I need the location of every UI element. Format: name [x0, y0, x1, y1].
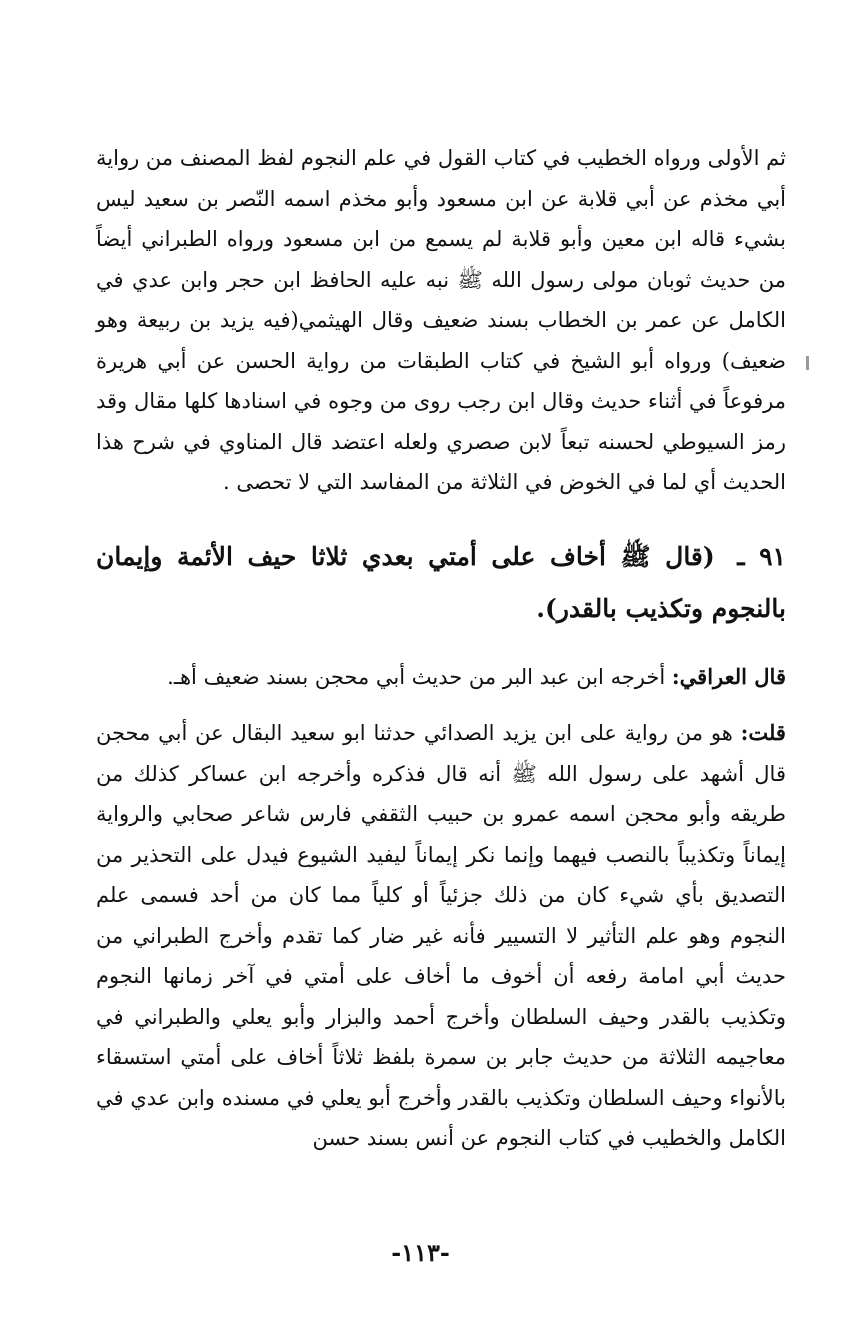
hadith-text: (قال ﷺ أخاف على أمتي بعدي ثلاثا حيف الأئمة وإيمان بالنجوم وتكذيب بالقدر). [96, 541, 786, 623]
scan-mark [806, 356, 809, 370]
qult-text: هو من رواية على ابن يزيد الصدائي حدثنا ابو سعيد البقال عن أبي محجن قال أشهد على رسول الله ﷺ أنه قال فذكره وأخرجه ابن عساكر كذلك من طريقه وأبو محجن اسمه عمرو بن حبيب الثقفي فارس شاعر صحابي والرواية إيماناً وتكذيباً بالنصب فيهما وإنما نكر إيماناً ليفيد الشيوع فيدل على التحذير من التصديق بأي شيء كان من ذلك جزئياً أو كلياً مما كان من أحد فسمى علم النجوم وهو علم التأثير لا التسيير فأنه غير ضار كما تقدم وأخرج الطبراني من حديث أبي امامة رفعه أن أخوف ما أخاف على أمتي في آخر زمانها النجوم وتكذيب بالقدر وحيف السلطان وأخرج أحمد والبزار وأبو يعلي والطبراني في معاجيمه الثلاثة من حديث جابر بن سمرة بلفظ ثلاثاً أخاف على أمتي استسقاء بالأنواء وحيف السلطان وتكذيب بالقدر وأخرج أبو يعلي في مسنده وابن عدي في الكامل والخطيب في كتاب النجوم عن أنس بسند حسن [96, 721, 786, 1150]
page-number: -١١٣- [391, 1238, 450, 1267]
hadith-number: ٩١ ـ [737, 541, 786, 571]
iraqi-text: أخرجه ابن عبد البر من حديث أبي محجن بسند ضعيف أهـ. [167, 664, 666, 689]
qult-label: قلت: [740, 720, 786, 745]
paragraph-commentary: ثم الأولى ورواه الخطيب في كتاب القول في علم النجوم لفظ المصنف من رواية أبي مخذم عن أبي قلابة عن ابن مسعود وأبو مخذم اسمه النّصر بن سعيد ليس بشيء قاله ابن معين وأبو قلابة لم يسمع من ابن مسعود ورواه الطبراني أيضاً من حديث ثوبان مولى رسول الله ﷺ نبه عليه الحافظ ابن حجر وابن عدي في الكامل عن عمر بن الخطاب بسند ضعيف وقال الهيثمي(فيه يزيد بن ربيعة وهو ضعيف) ورواه أبو الشيخ في كتاب الطبقات من رواية الحسن عن أبي هريرة مرفوعاً في أثناء حديث وقال ابن رجب روى من وجوه في اسنادها كلها مقال وقد رمز السيوطي لحسنه تبعاً لابن صصري ولعله اعتضد قال المناوي في شرح هذا الحديث أي لما في الخوض في الثلاثة من المفاسد التي لا تحصى . [96, 146, 786, 494]
hadith-heading [96, 531, 786, 635]
paragraph-qult [96, 713, 786, 1159]
paragraph-iraqi [96, 657, 786, 698]
iraqi-label: قال العراقي: [671, 663, 786, 689]
page-body [96, 138, 786, 1159]
